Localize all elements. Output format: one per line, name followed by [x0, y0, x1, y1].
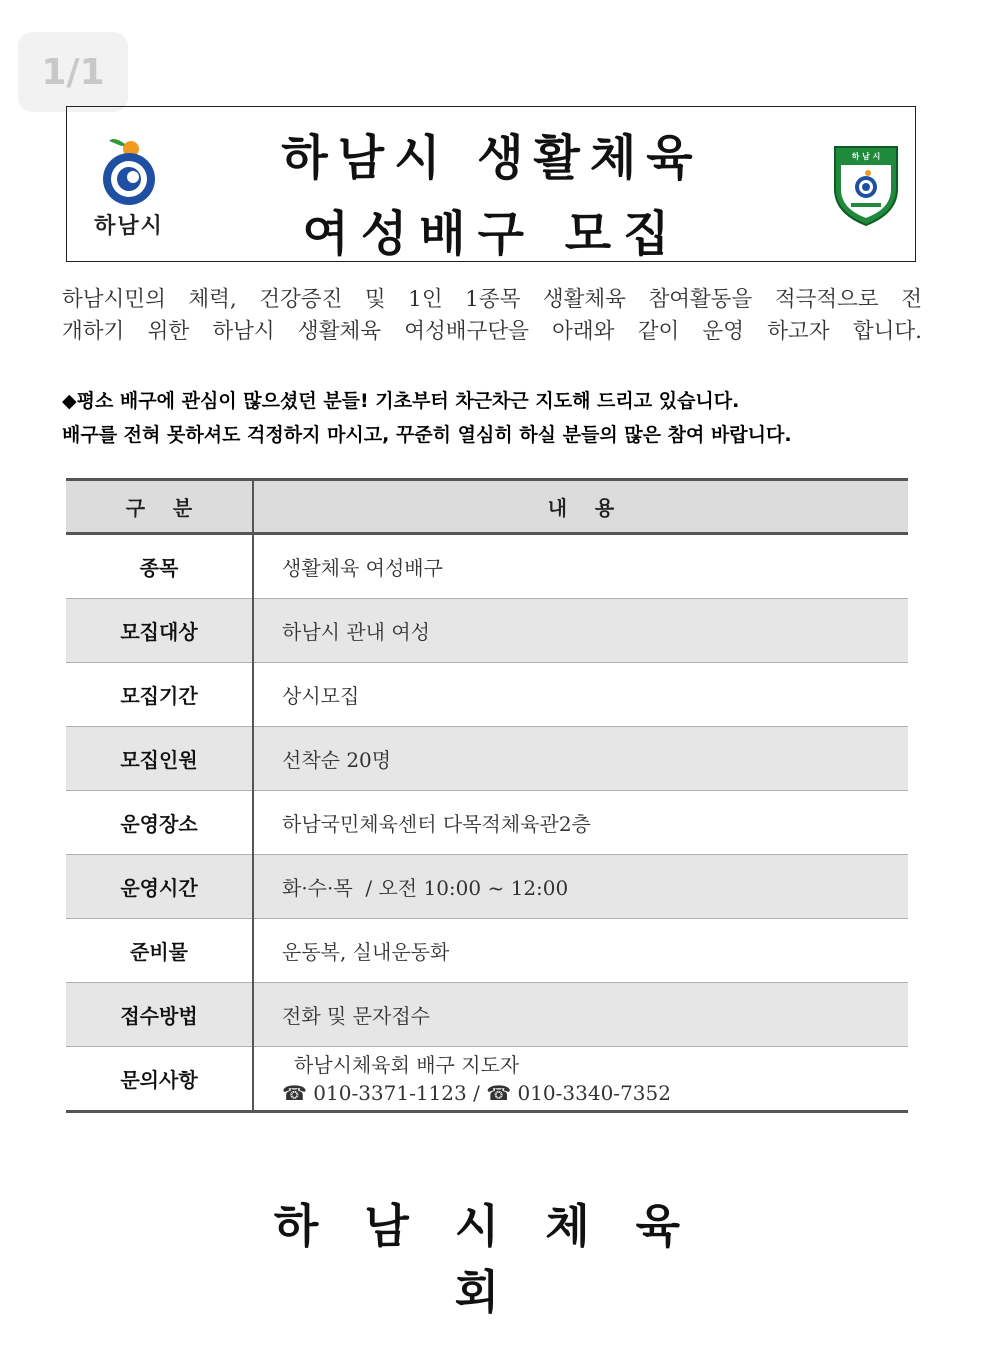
notice-line1: ◆평소 배구에 관심이 많으셨던 분들! 기초부터 차근차근 지도해 드리고 있습니다.	[62, 390, 740, 412]
row-label: 모집기간	[66, 663, 253, 727]
row-label: 운영시간	[66, 855, 253, 919]
city-logo	[79, 133, 179, 243]
table-row	[66, 983, 908, 1047]
row-label: 종목	[66, 534, 253, 599]
contact-person: 하남시체육회 배구 지도자	[294, 1052, 520, 1077]
row-value: 하남시 관내 여성	[253, 599, 908, 663]
recruitment-table	[66, 478, 908, 1113]
row-value: 생활체육 여성배구	[253, 534, 908, 599]
row-value: 선착순 20명	[253, 727, 908, 791]
title-box	[66, 106, 916, 262]
notice-line2: 배구를 전혀 못하셔도 걱정하지 마시고, 꾸준히 열심히 하실 분들의 많은 참여 바랍니다.	[62, 424, 792, 446]
contact-value	[253, 1047, 908, 1112]
table-row	[66, 534, 908, 599]
page-title-line1: 하남시 생활체육	[281, 130, 703, 186]
intro-line1: 하남시민의 체력, 건강증진 및 1인 1종목 생활체육 참여활동을 적극적으로 전	[62, 287, 922, 312]
row-value: 하남국민체육센터 다목적체육관2층	[253, 791, 908, 855]
page-indicator: 1/1	[18, 32, 128, 112]
intro-paragraph	[62, 284, 922, 348]
row-label: 모집인원	[66, 727, 253, 791]
row-label: 모집대상	[66, 599, 253, 663]
header-category: 구 분	[66, 480, 253, 534]
header-content: 내 용	[253, 480, 908, 534]
city-logo-icon	[79, 133, 179, 209]
table-row	[66, 599, 908, 663]
page-title-line2: 여성배구 모집	[302, 206, 682, 262]
row-value: 화·수·목 / 오전 10:00 ~ 12:00	[253, 855, 908, 919]
table-row	[66, 1047, 908, 1112]
sports-council-emblem	[831, 143, 901, 227]
table-row	[66, 855, 908, 919]
intro-line2: 개하기 위한 하남시 생활체육 여성배구단을 아래와 같이 운영 하고자 합니다.	[62, 319, 922, 344]
city-logo-text: 하남시	[94, 214, 164, 239]
shield-emblem-icon	[831, 143, 901, 227]
organization-name: 하남시체육회	[273, 1199, 727, 1319]
row-label: 접수방법	[66, 983, 253, 1047]
table-row	[66, 791, 908, 855]
row-label: 문의사항	[66, 1047, 253, 1112]
row-value: 상시모집	[253, 663, 908, 727]
emblem-text: 하 남 시	[851, 152, 881, 161]
row-value: 전화 및 문자접수	[253, 983, 908, 1047]
table-row	[66, 663, 908, 727]
row-label: 운영장소	[66, 791, 253, 855]
row-value: 운동복, 실내운동화	[253, 919, 908, 983]
row-label: 준비물	[66, 919, 253, 983]
table-row	[66, 919, 908, 983]
notice-text	[62, 384, 922, 452]
table-row	[66, 727, 908, 791]
contact-phones: ☎ 010-3371-1123 / ☎ 010-3340-7352	[282, 1080, 671, 1105]
table-header-row	[66, 480, 908, 534]
